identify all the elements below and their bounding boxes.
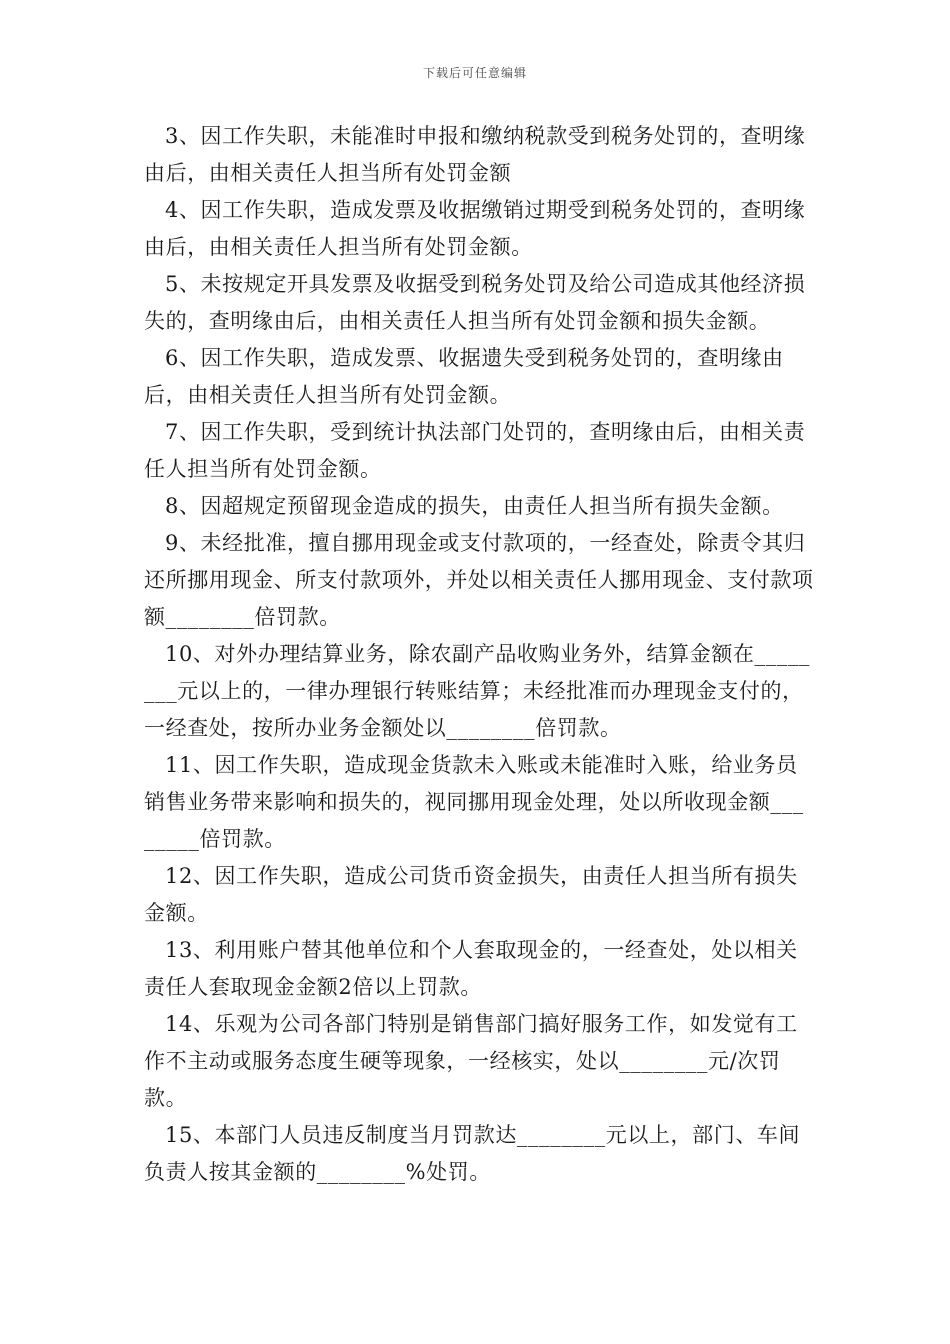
clause-5: 5、未按规定开具发票及收据受到税务处罚及给公司造成其他经济损失的，查明缘由后，由相关责任人担当所有处罚金额和损失金额。 <box>144 272 806 333</box>
clause-12: 12、因工作失职，造成公司货币资金损失，由责任人担当所有损失金额。 <box>144 864 798 925</box>
clause-9: 9、未经批准，擅自挪用现金或支付款项的，一经查处，除责令其归还所挪用现金、所支付款项外，并处以相关责任人挪用现金、支付款项额________倍罚款。 <box>144 531 814 629</box>
page-header-note: 下载后可任意编辑 <box>422 66 527 80</box>
clause-6: 6、因工作失职，造成发票、收据遗失受到税务处罚的，查明缘由后，由相关责任人担当所有处罚金额。 <box>144 346 784 407</box>
clause-7: 7、因工作失职，受到统计执法部门处罚的，查明缘由后，由相关责任人担当所有处罚金额。 <box>144 420 806 481</box>
clause-14: 14、乐观为公司各部门特别是销售部门搞好服务工作，如发觉有工作不主动或服务态度生硬等现象，一经核实，处以________元/次罚款。 <box>144 1012 798 1110</box>
clause-4: 4、因工作失职，造成发票及收据缴销过期受到税务处罚的，查明缘由后，由相关责任人担当所有处罚金额。 <box>144 198 806 259</box>
clause-15: 15、本部门人员违反制度当月罚款达________元以上，部门、车间负责人按其金额的________%处罚。 <box>144 1123 801 1184</box>
clause-10: 10、对外办理结算业务，除农副产品收购业务外，结算金额在________元以上的，一律办理银行转账结算；未经批准而办理现金支付的，一经查处，按所办业务金额处以________倍罚款。 <box>144 642 811 740</box>
clause-13: 13、利用账户替其他单位和个人套取现金的，一经查处，处以相关责任人套取现金金额2倍以上罚款。 <box>144 938 798 999</box>
clause-11: 11、因工作失职，造成现金货款未入账或未能准时入账，给业务员销售业务带来影响和损失的，视同挪用现金处理，处以所收现金额________倍罚款。 <box>144 753 804 851</box>
clause-8: 8、因超规定预留现金造成的损失，由责任人担当所有损失金额。 <box>165 494 784 518</box>
document-body <box>144 118 814 1191</box>
clause-3: 3、因工作失职，未能准时申报和缴纳税款受到税务处罚的，查明缘由后，由相关责任人担当所有处罚金额 <box>144 124 806 185</box>
